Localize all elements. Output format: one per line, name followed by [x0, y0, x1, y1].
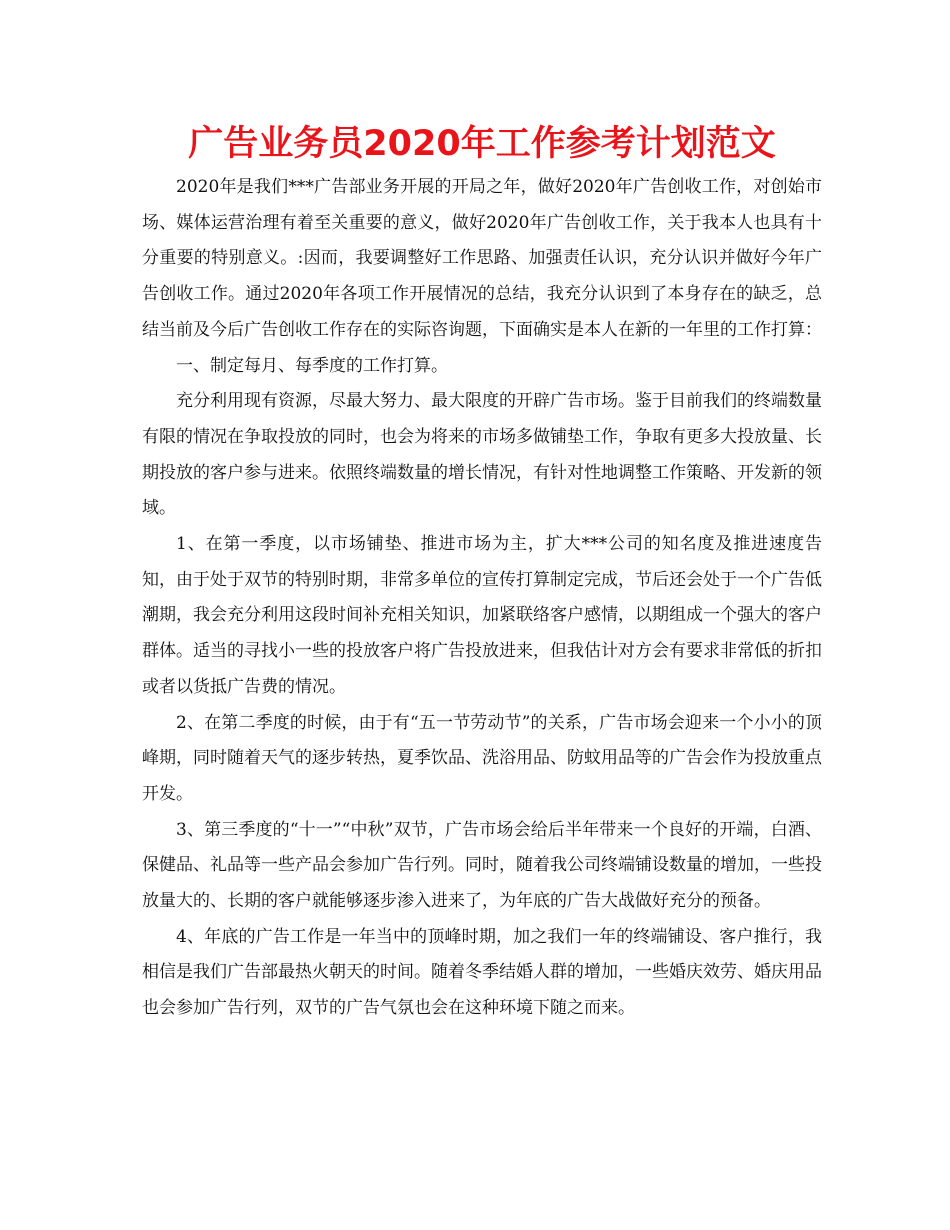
- document-page: [142, 118, 822, 1027]
- document-title: 广告业务员2020年工作参考计划范文: [188, 124, 776, 164]
- paragraph-resources: 充分利用现有资源，尽最大努力、最大限度的开辟广告市场。鉴于目前我们的终端数量有限的情况在争取投放的同时，也会为将来的市场多做铺垫工作，争取有更多大投放量、长期投放的客户参与进来。依照终端数量的增长情况，有针对性地调整工作策略、开发新的领域。: [142, 391, 822, 519]
- paragraph-section-heading: 一、制定每月、每季度的工作打算。: [176, 355, 448, 376]
- paragraph-q1: 1、在第一季度，以市场铺垫、推进市场为主，扩大***公司的知名度及推进速度告知，由于处于双节的特别时期，非常多单位的宣传打算制定完成，节后还会处于一个广告低潮期，我会充分利用这段时间补充相关知识，加紧联络客户感情，以期组成一个强大的客户群体。适当的寻找小一些的投放客户将广告投放进来，但我估计对方会有要求非常低的折扣或者以货抵广告费的情况。: [142, 534, 822, 697]
- paragraph-q4: 4、年底的广告工作是一年当中的顶峰时期，加之我们一年的终端铺设、客户推行，我相信是我们广告部最热火朝天的时间。随着冬季结婚人群的增加，一些婚庆效劳、婚庆用品也会参加广告行列，双节的广告气氛也会在这种环境下随之而来。: [142, 926, 822, 1019]
- paragraph-q3: 3、第三季度的“十一”“中秋”双节，广告市场会给后半年带来一个良好的开端，白酒、保健品、礼品等一些产品会参加广告行列。同时，随着我公司终端铺设数量的增加，一些投放量大的、长期的客户就能够逐步渗入进来了，为年底的广告大战做好充分的预备。: [142, 819, 822, 912]
- paragraph-q2: 2、在第二季度的时候，由于有“五一节劳动节”的关系，广告市场会迎来一个小小的顶峰期，同时随着天气的逐步转热，夏季饮品、洗浴用品、防蚊用品等的广告会作为投放重点开发。: [142, 712, 822, 804]
- paragraph-intro: 2020年是我们***广告部业务开展的开局之年，做好2020年广告创收工作，对创始市场、媒体运营治理有着至关重要的意义，做好2020年广告创收工作，关于我本人也具有十分重要的特别意义。:因而，我要调整好工作思路、加强责任认识，充分认识并做好今年广告创收工作。通过2020年各项工作开展情况的总结，我充分认识到了本身存在的缺乏，总结当前及今后广告创收工作存在的实际咨询题，下面确实是本人在新的一年里的工作打算：: [142, 177, 822, 340]
